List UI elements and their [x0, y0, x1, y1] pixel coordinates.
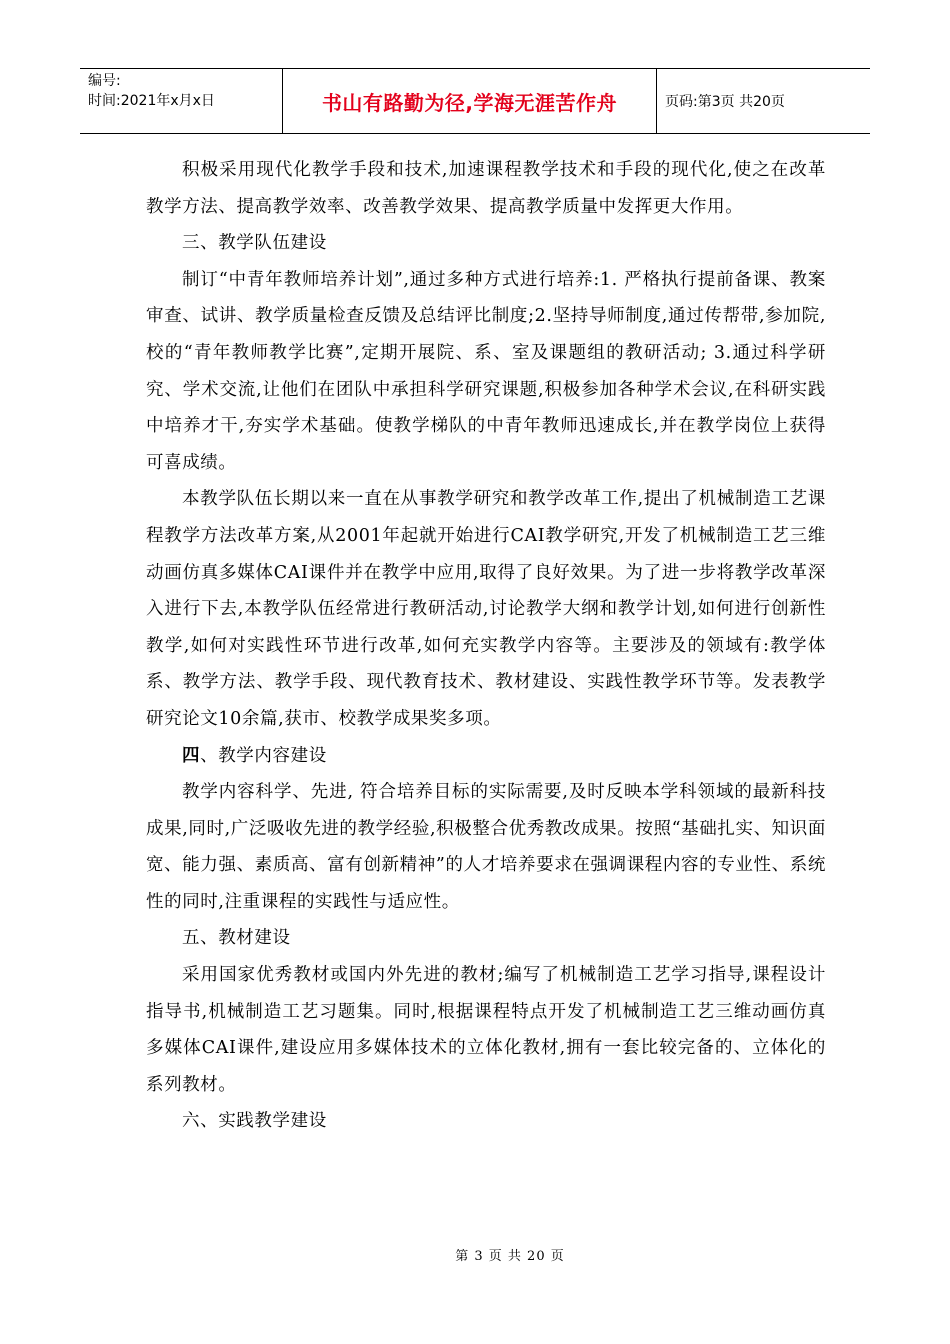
heading-teaching-content [146, 738, 826, 775]
page-footer: 第 3 页 共 20 页 [455, 1249, 565, 1264]
document-number-label: 编号: [88, 73, 121, 89]
header-meta-cell [80, 69, 283, 133]
heading-teaching-team: 三、教学队伍建设 [182, 233, 327, 254]
header-motto: 书山有路勤为径,学海无涯苦作舟 [283, 69, 657, 133]
header-page-number: 页码:第3页 共20页 [665, 94, 785, 110]
page-header [80, 68, 870, 134]
paragraph-teacher-training: 制订“中青年教师培养计划”,通过多种方式进行培养:1. 严格执行提前备课、教案审查、试讲、教学质量检查反馈及总结评比制度;2.坚持导师制度,通过传帮带,参加院,校的“青年教师教学比赛”,定期开展院、系、室及课题组的教研活动; 3.通过科学研究、学术交流,让他们在团队中承担科学研究课题,积极参加各种学术会议,在科研实践中培养才干,夯实学术基础。使教学梯队的中青年教师迅速成长,并在教学岗位上获得可喜成绩。 [146, 269, 826, 473]
paragraph-teaching-methods: 积极采用现代化教学手段和技术,加速课程教学技术和手段的现代化,使之在改革教学方法、提高教学效率、改善教学效果、提高教学质量中发挥更大作用。 [146, 160, 826, 217]
heading-textbooks: 五、教材建设 [182, 928, 291, 949]
heading-number: 四 [182, 745, 201, 766]
document-body [146, 152, 826, 1140]
paragraph-teaching-content: 教学内容科学、先进, 符合培养目标的实际需要,及时反映本学科领域的最新科技成果,同时,广泛吸收先进的教学经验,积极整合优秀教改成果。按照“基础扎实、知识面宽、能力强、素质高、富有创新精神”的人才培养要求在强调课程内容的专业性、系统性的同时,注重课程的实践性与适应性。 [146, 782, 826, 912]
heading-text: 、教学内容建设 [200, 745, 327, 766]
paragraph-textbooks: 采用国家优秀教材或国内外先进的教材;编写了机械制造工艺学习指导,课程设计指导书,机械制造工艺习题集。同时,根据课程特点开发了机械制造工艺三维动画仿真多媒体CAI课件,建设应用多媒体技术的立体化教材,拥有一套比较完备的、立体化的系列教材。 [146, 965, 826, 1095]
heading-practice-teaching: 六、实践教学建设 [182, 1111, 327, 1132]
document-date-label: 时间:2021年x月x日 [88, 93, 215, 109]
paragraph-teaching-reform: 本教学队伍长期以来一直在从事教学研究和教学改革工作,提出了机械制造工艺课程教学方法改革方案,从2001年起就开始进行CAI教学研究,开发了机械制造工艺三维动画仿真多媒体CAI课件并在教学中应用,取得了良好效果。为了进一步将教学改革深入进行下去,本教学队伍经常进行教研活动,讨论教学大纲和教学计划,如何进行创新性教学,如何对实践性环节进行改革,如何充实教学内容等。主要涉及的领域有:教学体系、教学方法、教学手段、现代教育技术、教材建设、实践性教学环节等。发表教学研究论文10余篇,获市、校教学成果奖多项。 [146, 489, 826, 729]
